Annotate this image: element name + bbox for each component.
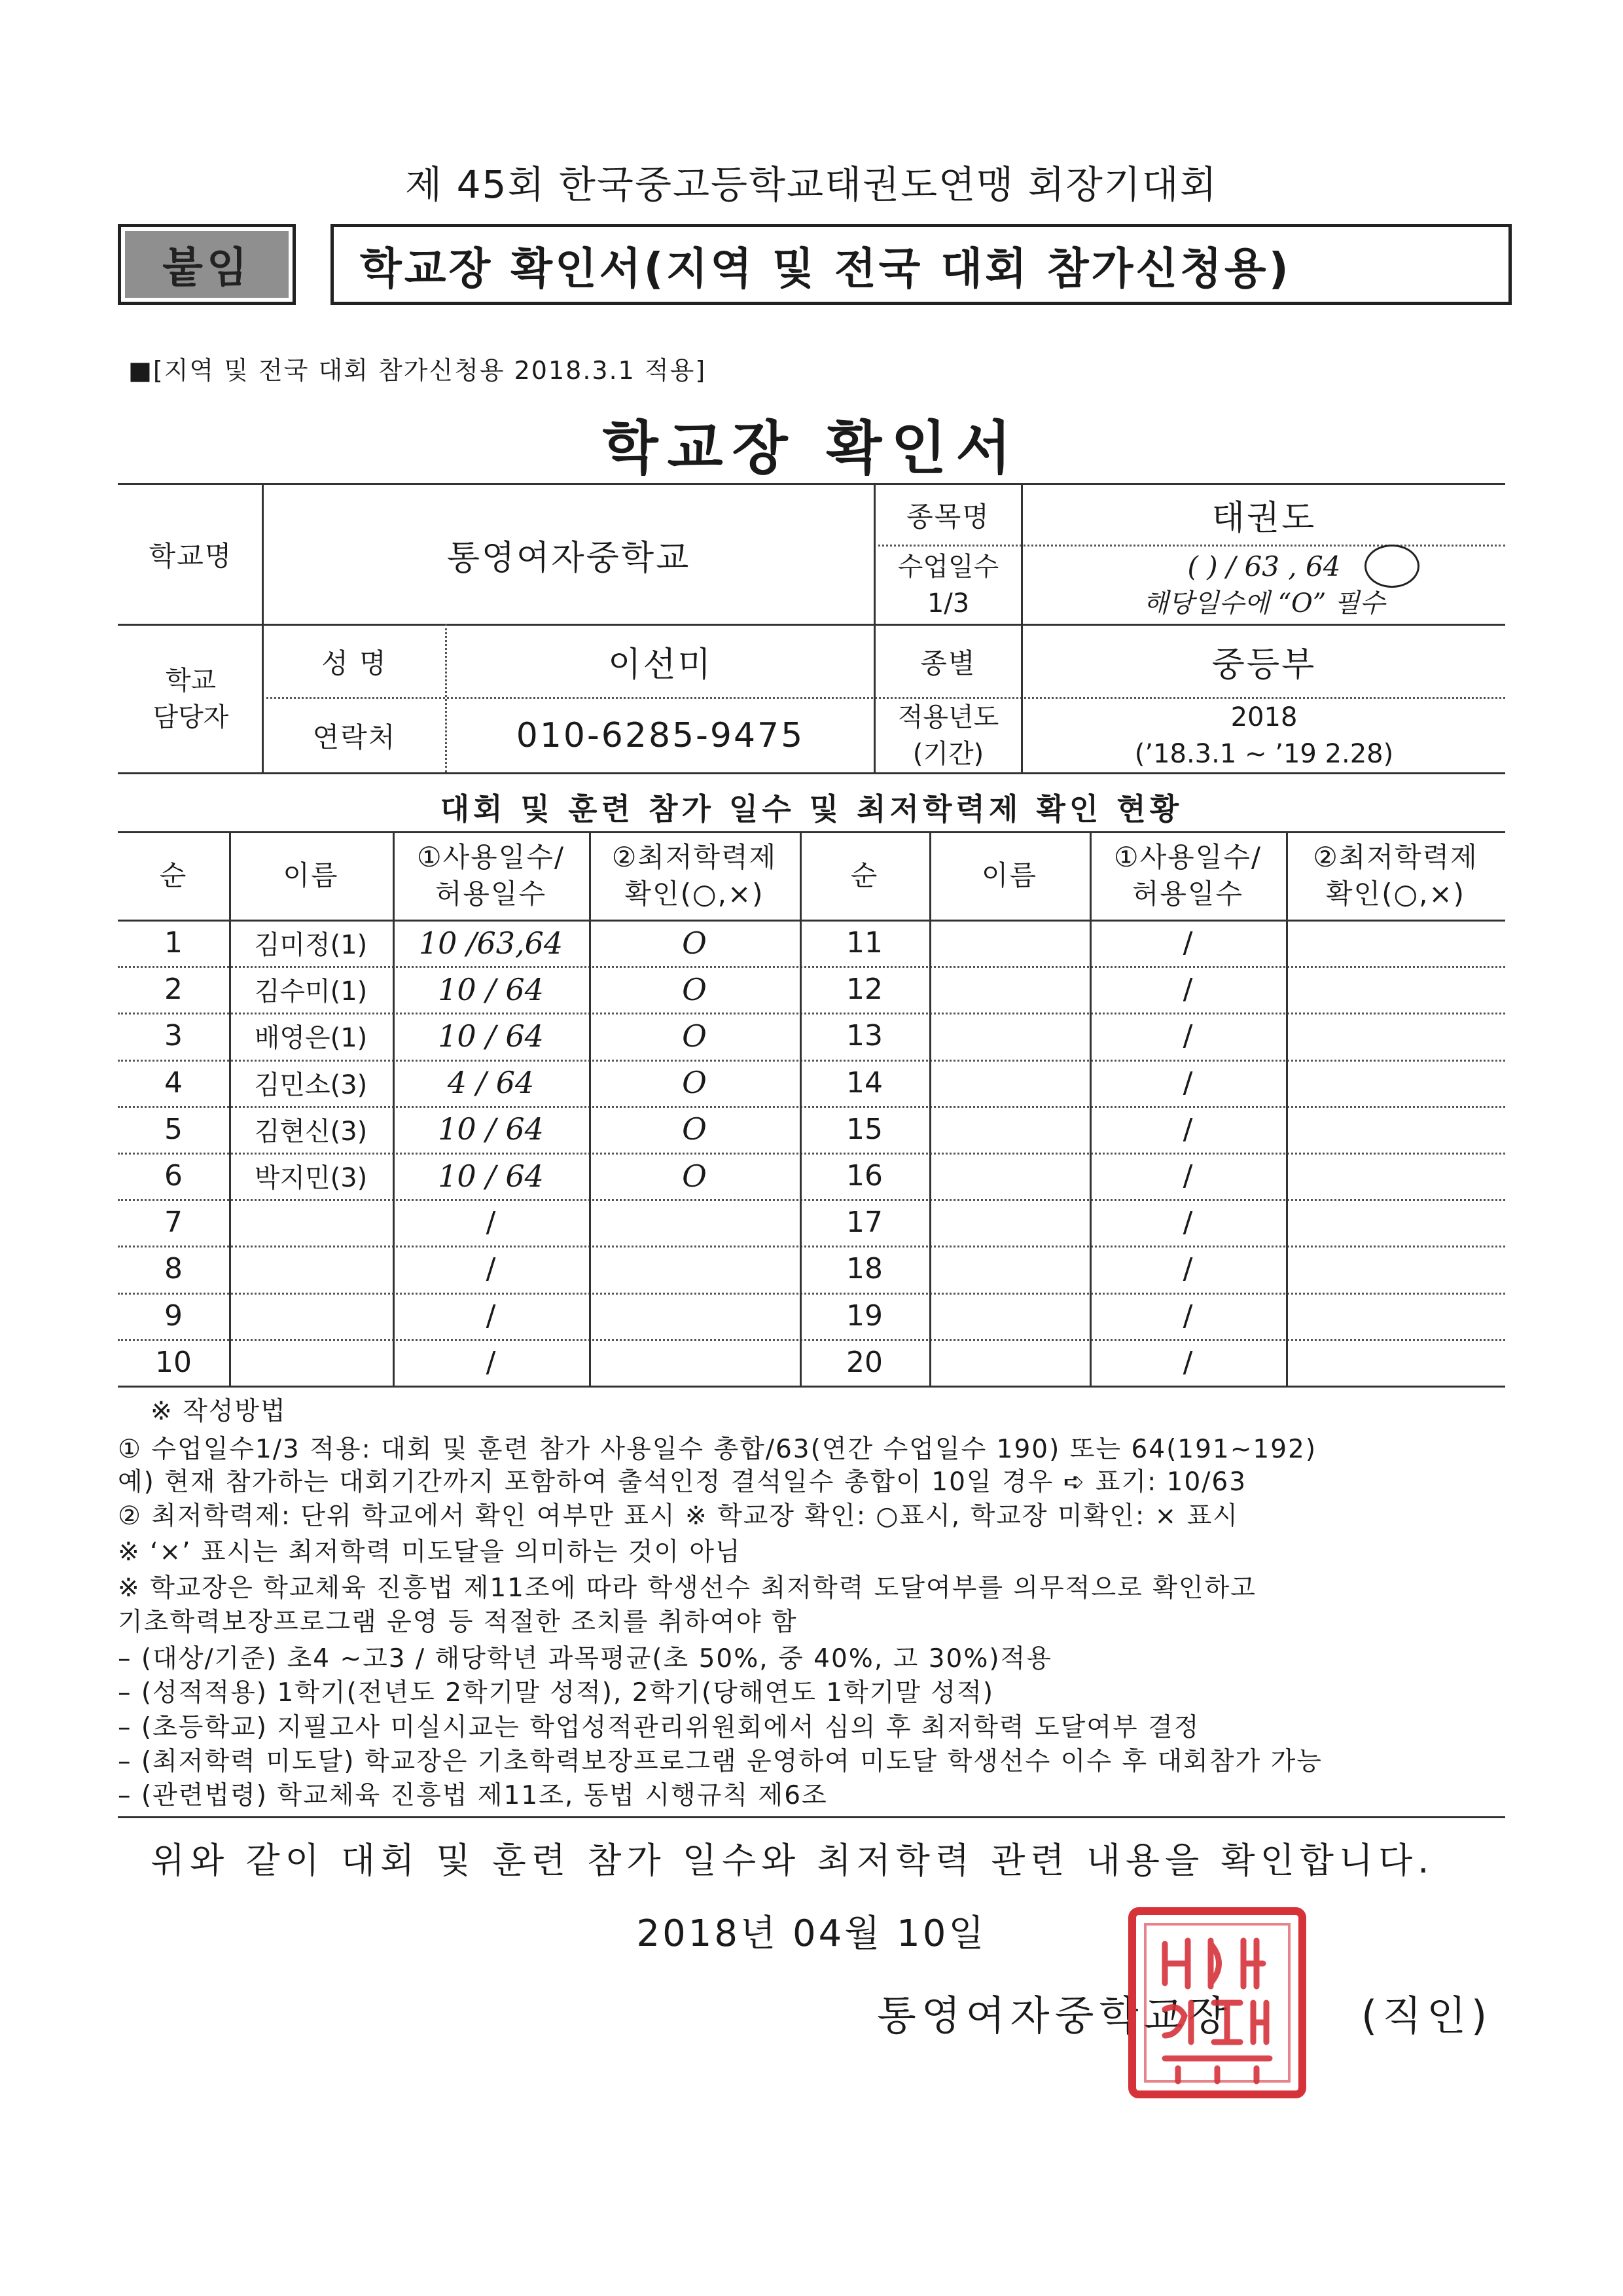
row-number: 13 — [846, 1019, 883, 1053]
class-days-fraction: ( ) / 63 , 64 — [1187, 550, 1341, 583]
used-days: / — [1183, 973, 1193, 1007]
used-days: 10 / 64 — [438, 971, 544, 1007]
row-number: 2 — [164, 973, 183, 1007]
student-name — [929, 1153, 1090, 1199]
instruction-line: – (초등학교) 지필고사 미실시교는 학업성적관리위원회에서 심의 후 최저학력 도달여부 결정 — [118, 1713, 1200, 1742]
staff-name-value: 이선미 — [608, 645, 713, 685]
row-number: 5 — [164, 1112, 183, 1146]
instruction-line: ② 최저학력제: 단위 학교에서 확인 여부만 표시 ※ 학교장 확인: ○표시, 학교장 미확인: × 표시 — [118, 1501, 1239, 1531]
row-number: 9 — [164, 1299, 183, 1333]
student-name: 김현신(3) — [254, 1116, 368, 1147]
main-title: 학교장 확인서 — [602, 414, 1021, 482]
instruction-line: – (대상/기준) 초4 ~고3 / 해당학년 과목평균(초 50%, 중 40%, 고 30%)적용 — [118, 1644, 1052, 1674]
minimum-grade-check — [1286, 1246, 1505, 1292]
minimum-grade-check — [1286, 1106, 1505, 1153]
minimum-grade-check: O — [682, 925, 707, 961]
minimum-grade-check — [1286, 1060, 1505, 1106]
school-name-value: 통영여자중학교 — [446, 538, 691, 578]
row-number: 19 — [846, 1299, 883, 1333]
event-title: 제 45회 한국중고등학교태권도연맹 회장기대회 — [405, 162, 1218, 207]
left-header-name: 이름 — [283, 859, 339, 891]
minimum-grade-check: O — [682, 1018, 707, 1054]
minimum-grade-check — [1286, 1339, 1505, 1386]
row-number: 1 — [164, 926, 183, 960]
row-number: 7 — [164, 1206, 183, 1240]
minimum-grade-check — [589, 1293, 800, 1339]
row-number: 15 — [846, 1112, 883, 1146]
student-name: 배영은(1) — [254, 1023, 368, 1054]
used-days: 10 / 64 — [438, 1158, 544, 1194]
used-days: / — [486, 1206, 496, 1240]
used-days: 10 / 64 — [438, 1111, 544, 1147]
row-number: 6 — [164, 1159, 183, 1193]
used-days: / — [1183, 1112, 1193, 1146]
student-name — [929, 1013, 1090, 1059]
official-seal — [1126, 1905, 1309, 2101]
right-header-name: 이름 — [981, 859, 1038, 891]
row-number: 14 — [846, 1066, 883, 1100]
event-label: 종목명 — [906, 500, 990, 533]
minimum-grade-check — [1286, 1199, 1505, 1246]
event-value: 태권도 — [1211, 499, 1317, 538]
minimum-grade-check — [1286, 1013, 1505, 1059]
school-name-label: 학교명 — [149, 540, 233, 572]
division-value: 중등부 — [1211, 645, 1317, 685]
used-days: 10 / 64 — [438, 1018, 544, 1054]
minimum-grade-check — [1286, 1153, 1505, 1199]
contact-label: 연락처 — [312, 721, 397, 753]
minimum-grade-check: O — [682, 971, 707, 1007]
student-name — [929, 1106, 1090, 1153]
minimum-grade-check — [1286, 966, 1505, 1013]
instruction-line: – (성적적용) 1학기(전년도 2학기말 성적), 2학기(당해연도 1학기말 성적) — [118, 1678, 995, 1708]
staff-label: 학교 담당자 — [152, 666, 229, 732]
form-title: 학교장 확인서(지역 및 전국 대회 참가신청용) — [330, 224, 1512, 305]
row-number: 4 — [164, 1066, 183, 1100]
used-days: / — [1183, 926, 1193, 960]
used-days: / — [1183, 1299, 1193, 1333]
instruction-line: ※ ‘×’ 표시는 최저학력 미도달을 의미하는 것이 아님 — [118, 1537, 741, 1567]
row-number: 11 — [846, 926, 883, 960]
student-name — [229, 1339, 393, 1386]
used-days: / — [1183, 1206, 1193, 1240]
instruction-line: ※ 학교장은 학교체육 진흥법 제11조에 따라 학생선수 최저학력 도달여부를 의무적으로 확인하고 — [118, 1573, 1257, 1603]
instruction-line: 기초학력보장프로그램 운영 등 적절한 조치를 취하여야 함 — [118, 1607, 798, 1637]
instruction-line: – (최저학력 미도달) 학교장은 기초학력보장프로그램 운영하여 미도달 학생선수 이수 후 대회참가 가능 — [118, 1747, 1323, 1776]
attachment-label: 붙임 — [125, 231, 289, 298]
minimum-grade-check — [1286, 920, 1505, 966]
student-name — [929, 1339, 1090, 1386]
division-label: 종별 — [920, 647, 976, 679]
used-days: / — [486, 1345, 496, 1379]
confirm-statement: 위와 같이 대회 및 훈련 참가 일수와 최저학력 관련 내용을 확인합니다. — [151, 1840, 1435, 1881]
used-days: / — [1183, 1159, 1193, 1193]
year-value: 2018 (’18.3.1 ~ ’19 2.28) — [1134, 702, 1394, 769]
row-number: 18 — [846, 1252, 883, 1286]
left-header-no: 순 — [159, 859, 188, 891]
attachment-badge — [118, 224, 296, 305]
used-days: / — [486, 1299, 496, 1333]
used-days: / — [1183, 1345, 1193, 1379]
row-number: 20 — [846, 1345, 883, 1379]
minimum-grade-check — [1286, 1293, 1505, 1339]
class-days-note: 해당일수에 “O” 필수 — [1143, 588, 1385, 619]
seal-note: (직인) — [1361, 1992, 1493, 2039]
instructions-heading: ※ 작성방법 — [151, 1397, 287, 1426]
right-header-check: ②최저학력제 확인(○,×) — [1313, 840, 1478, 910]
left-header-check: ②최저학력제 확인(○,×) — [611, 840, 777, 910]
row-number: 10 — [155, 1345, 192, 1379]
minimum-grade-check — [589, 1246, 800, 1292]
principal-title: 통영여자중학교장 — [877, 1992, 1233, 2039]
contact-value: 010-6285-9475 — [516, 716, 805, 755]
student-name: 박지민(3) — [254, 1163, 368, 1194]
used-days: / — [1183, 1019, 1193, 1053]
student-name — [929, 920, 1090, 966]
used-days: / — [486, 1252, 496, 1286]
year-label: 적용년도 (기간) — [897, 702, 999, 769]
right-header-no: 순 — [850, 859, 879, 891]
student-name — [929, 1246, 1090, 1292]
student-name: 김민소(3) — [254, 1069, 368, 1100]
row-number: 3 — [164, 1019, 183, 1053]
student-name: 김수미(1) — [254, 977, 368, 1007]
used-days: 4 / 64 — [447, 1065, 535, 1101]
instruction-line: – (관련법령) 학교체육 진흥법 제11조, 동법 시행규칙 제6조 — [118, 1781, 828, 1810]
instruction-line: 예) 현재 참가하는 대회기간까지 포함하여 출석인정 결석일수 총합이 10일 경우 ➪ 표기: 10/63 — [118, 1467, 1247, 1497]
row-number: 8 — [164, 1252, 183, 1286]
student-name — [229, 1246, 393, 1292]
minimum-grade-check: O — [682, 1111, 707, 1147]
student-name — [929, 966, 1090, 1013]
used-days: 10 /63,64 — [418, 925, 563, 961]
row-number: 16 — [846, 1159, 883, 1193]
student-name: 김미정(1) — [254, 930, 368, 961]
student-name — [929, 1199, 1090, 1246]
staff-name-label: 성 명 — [321, 647, 387, 679]
class-days-circle-mark — [1364, 545, 1419, 588]
row-number: 12 — [846, 973, 883, 1007]
class-days-label: 수업일수 1/3 — [897, 552, 999, 619]
left-header-days: ①사용일수/ 허용일수 — [416, 840, 565, 910]
issue-date: 2018년 04월 10일 — [636, 1912, 987, 1955]
form-note: ■[지역 및 전국 대회 참가신청용 2018.3.1 적용] — [128, 356, 707, 385]
row-number: 17 — [846, 1206, 883, 1240]
right-header-days: ①사용일수/ 허용일수 — [1113, 840, 1262, 910]
student-name — [929, 1293, 1090, 1339]
used-days: / — [1183, 1252, 1193, 1286]
minimum-grade-check: O — [682, 1158, 707, 1194]
roster-title: 대회 및 훈련 참가 일수 및 최저학력제 확인 현황 — [440, 791, 1183, 827]
student-name — [229, 1293, 393, 1339]
minimum-grade-check — [589, 1339, 800, 1386]
used-days: / — [1183, 1066, 1193, 1100]
minimum-grade-check — [589, 1199, 800, 1246]
student-name — [229, 1199, 393, 1246]
minimum-grade-check: O — [682, 1065, 707, 1101]
class-days-value — [1023, 547, 1505, 624]
instruction-line: ① 수업일수1/3 적용: 대회 및 훈련 참가 사용일수 총합/63(연간 수업일수 190) 또는 64(191~192) — [118, 1435, 1317, 1464]
student-name — [929, 1060, 1090, 1106]
